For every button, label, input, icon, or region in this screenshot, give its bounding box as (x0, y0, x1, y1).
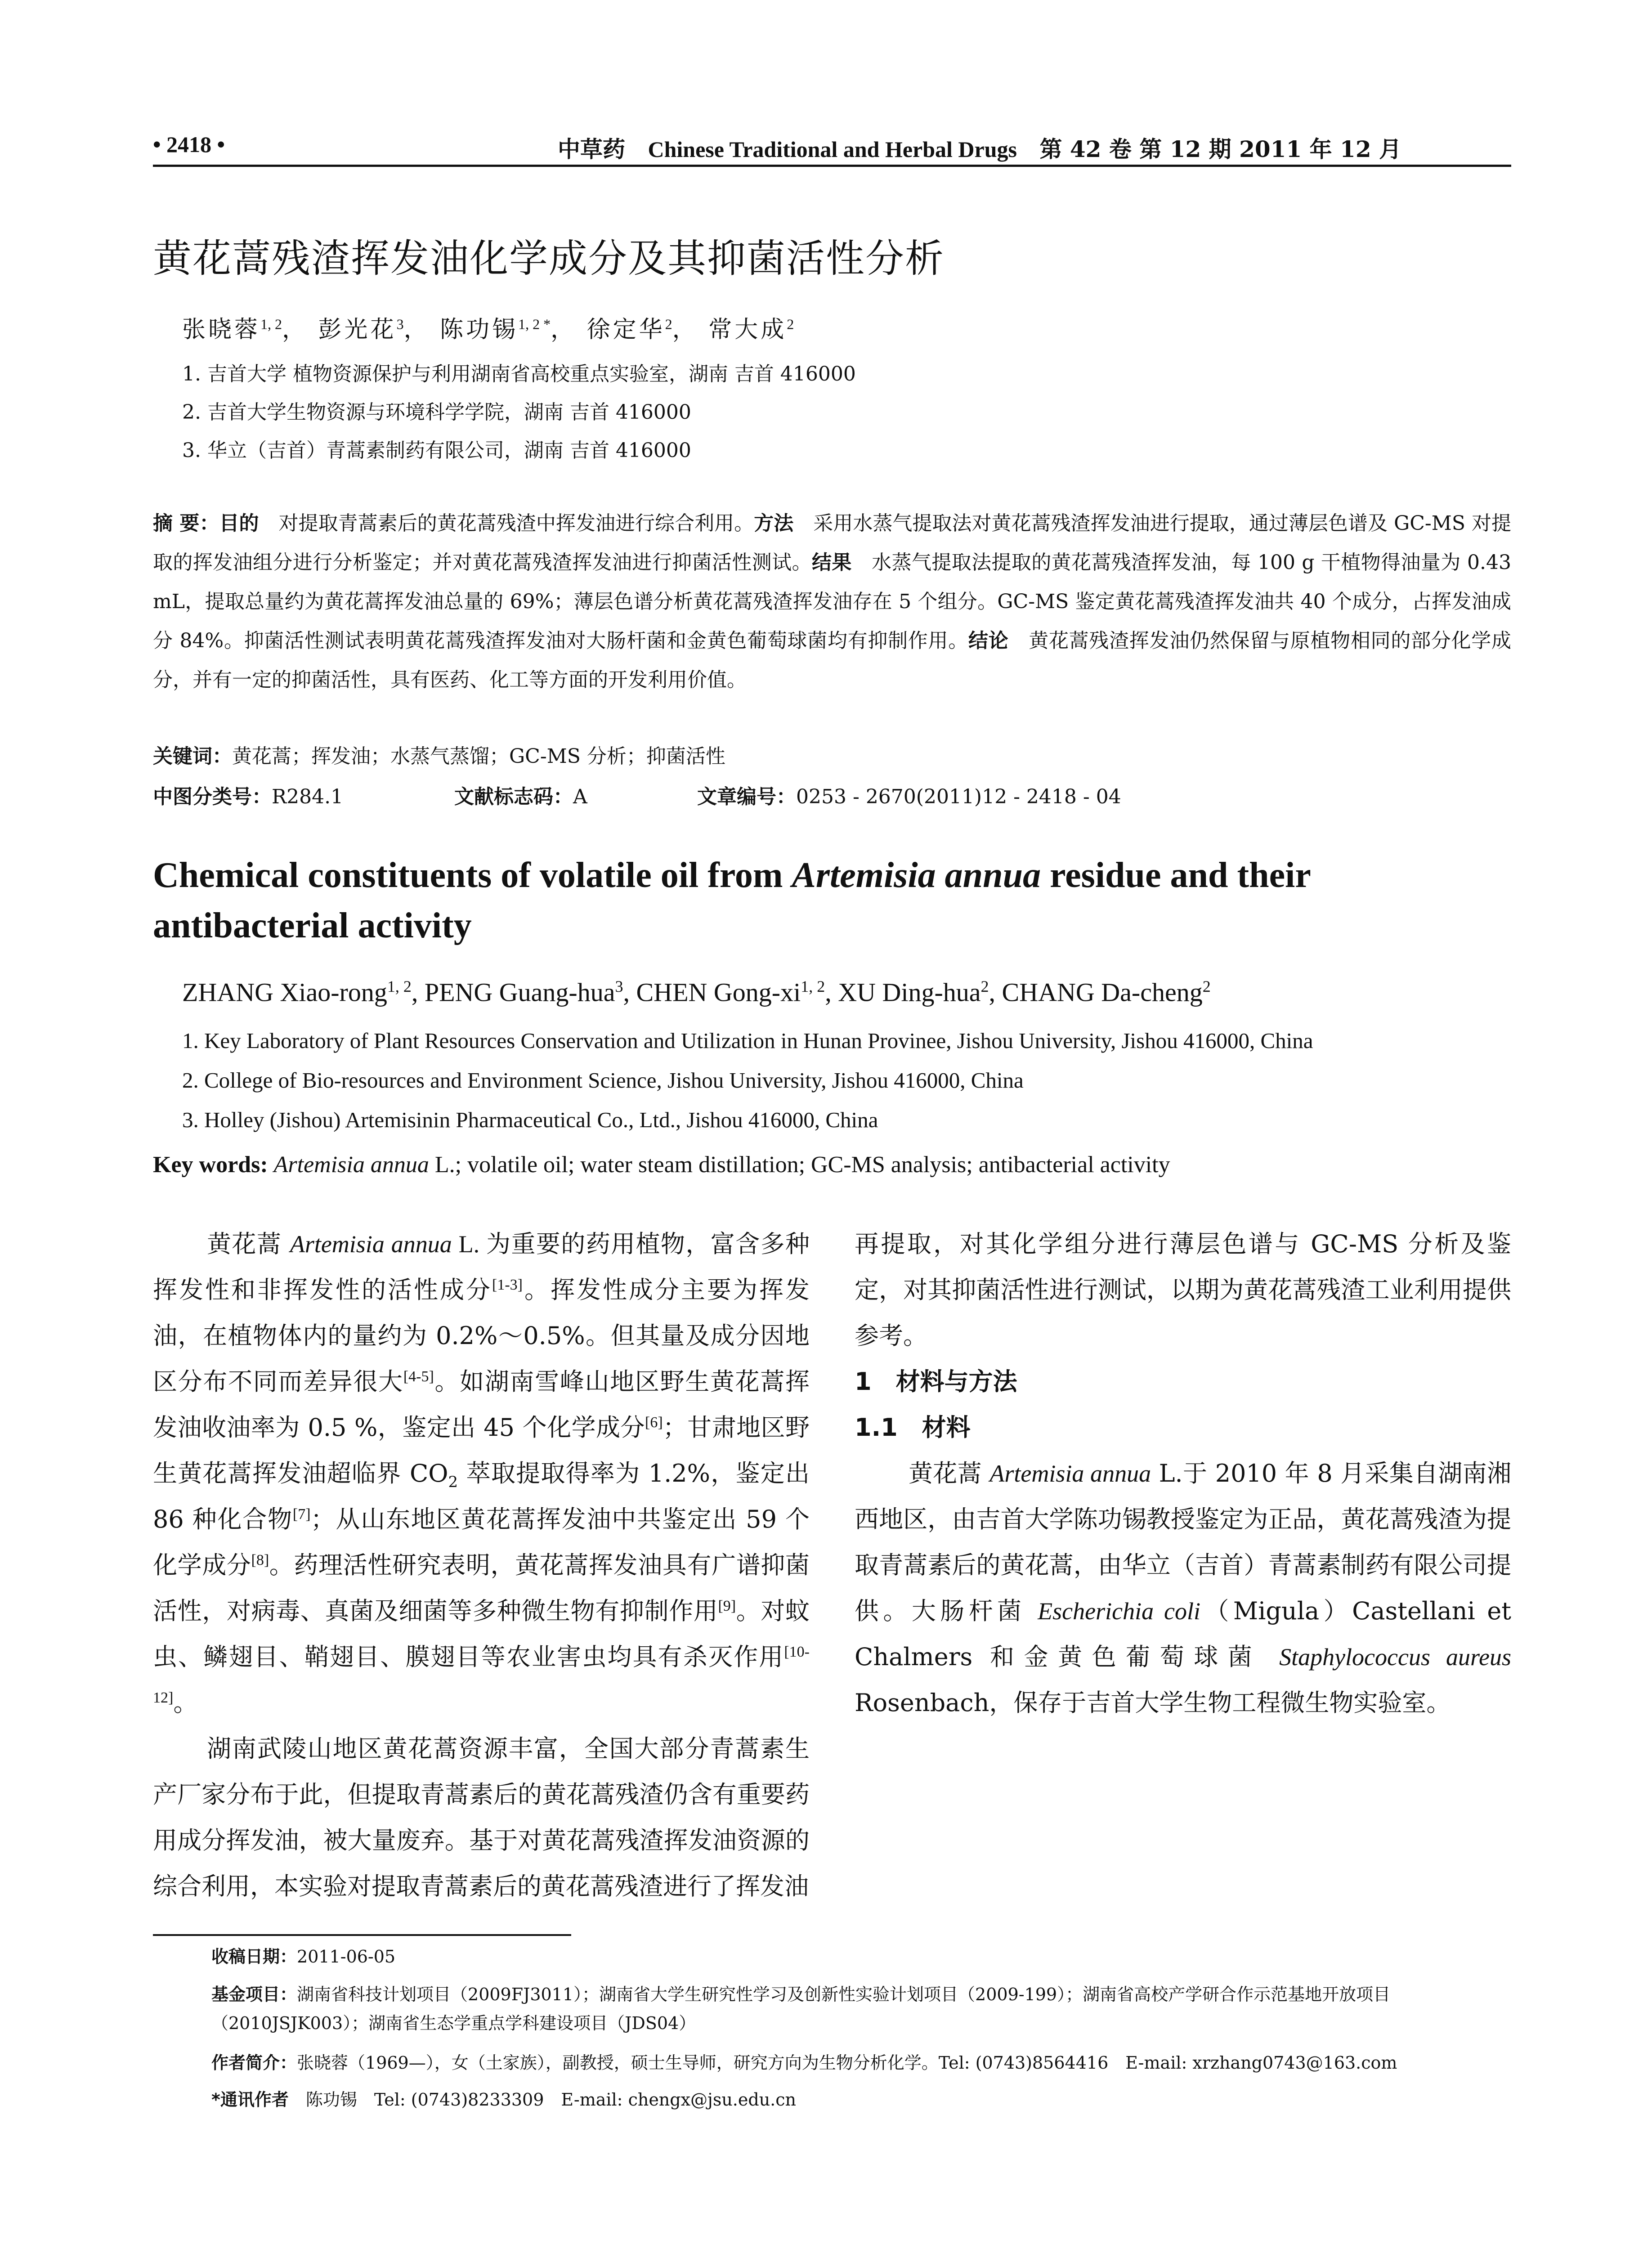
journal-name-cn: 中草药 (558, 136, 625, 162)
page-number: • 2418 • (153, 132, 225, 157)
authors-cn: 张晓蓉$^{1, 2}$， 彭光花$^3$， 陈功锡$^{1, 2 *}$， 徐定华$^2$， 常大成$^2$ (182, 316, 794, 343)
species-name: Escherichia coli (1038, 1598, 1200, 1625)
footnote-label: *通讯作者 (211, 2090, 289, 2110)
results-label: 结果 (811, 551, 852, 574)
author-sup: 3 (615, 977, 623, 995)
author-cn: 彭光花 (318, 316, 397, 343)
abstract-cn (153, 504, 1511, 699)
footnote-received (211, 1942, 1511, 1971)
affiliation-cn: 1. 吉首大学 植物资源保护与利用湖南省高校重点实验室，湖南 吉首 416000 (182, 363, 856, 385)
author-sup: 2 (980, 977, 989, 995)
keywords-en-text: L.; volatile oil; water steam distillation; GC-MS analysis; antibacterial activity (429, 1152, 1170, 1178)
author-sup: 1, 2 * (518, 316, 551, 332)
journal-issue: 第 42 卷 第 12 期 2011 年 12 月 (1039, 136, 1402, 162)
body-paragraph: 黄花蒿 Artemisia annua L. 为重要的药用植物，富含多种挥发性和非挥发性的活性成分[1-3]。挥发性成分主要为挥发油，在植物体内的量约为 0.2%～0.5%。但其量及成分因地区分布不同而差异很大[4-5]。如湖南雪峰山地区野生黄花蒿挥发油收油率为 0.5 %，鉴定出 45 个化学成分[6]；甘肃地区野生黄花蒿挥发油超临界 $CO_2$ 萃取提取得率为 1.2%，鉴定出 86 种化合物[7]；从山东地区黄花蒿挥发油中共鉴定出 59 个化学成分[8]。药理活性研究表明，黄花蒿挥发油具有广谱抑菌活性，对病毒、真菌及细菌等多种微生物有抑制作用[9]。对蚊虫、鳞翅目、鞘翅目、膜翅目等农业害虫均具有杀灭作用[10-12]。 (153, 1230, 810, 1717)
clc-label: 中图分类号： (153, 785, 272, 808)
title-en-species: Artemisia annua (792, 856, 1041, 895)
author-cn: 徐定华 (586, 316, 665, 343)
keywords-en-label: Key words: (153, 1152, 274, 1178)
body-paragraph: 湖南武陵山地区黄花蒿资源丰富，全国大部分青蒿素生产厂家分布于此，但提取青蒿素后的黄花蒿残渣仍含有重要药用成分挥发油，被大量废弃。基于对黄花蒿残渣挥发油资源的综合利用，本实验对提取青蒿素后的黄花蒿残渣进行了挥发油 (153, 1734, 810, 1900)
results-text: 水蒸气提取法提取的黄花蒿残渣挥发油，每 100 g 干植物得油量为 0.43 mL，提取总量约为黄花蒿挥发油总量的 69%；薄层色谱分析黄花蒿残渣挥发油存在 5 个组分。GC-MS 鉴定黄花蒿残渣挥发油共 40 个成分，占挥发油成分 84%。抑菌活性测试表明黄花蒿残渣挥发油对大肠杆菌和金黄色葡萄球菌均有抑制作用。 (153, 551, 1512, 652)
title-en-part: residue and their antibacterial activity (153, 856, 1311, 945)
article-number-item (697, 780, 1121, 809)
keywords-text: 黄花蒿；挥发油；水蒸气蒸馏；GC-MS 分析；抑菌活性 (232, 745, 725, 768)
author-sup: 1, 2 (260, 316, 282, 332)
citation: [9] (718, 1598, 736, 1614)
journal-name-en: Chinese Traditional and Herbal Drugs (648, 137, 1017, 162)
title-en (153, 850, 1511, 951)
citation: [10-12] (153, 1644, 810, 1706)
species-name: Staphylococcus aureus (1279, 1644, 1511, 1671)
section-heading: 1 材料与方法 (855, 1367, 1017, 1396)
doc-code-label: 文献标志码： (454, 785, 573, 808)
species-name: Artemisia annua (290, 1231, 452, 1258)
journal-line (558, 131, 1419, 164)
author-en: CHANG Da-cheng (1002, 977, 1203, 1007)
author-sup: 2 (787, 316, 794, 332)
doc-code-item (454, 780, 587, 809)
footnote-text: 湖南省科技计划项目（2009FJ3011）；湖南省大学生研究性学习及创新性实验计划项目（2009-199）；湖南省高校产学研合作示范基地开放项目（2010JSJK003）；湖南省生态学重点学科建设项目（JDS04） (211, 1985, 1391, 2033)
species-name: Artemisia annua (989, 1460, 1151, 1487)
header-rule (153, 165, 1511, 167)
citation: [7] (292, 1506, 311, 1523)
affiliation-en: 2. College of Bio-resources and Environment Science, Jishou University, Jishou 416000, China (182, 1068, 1024, 1093)
footnote-rule (153, 1934, 571, 1936)
author-en: XU Ding-hua (838, 977, 981, 1007)
author-cn: 张晓蓉 (182, 316, 261, 343)
footnote-text: 张晓蓉（1969—），女（土家族），副教授，硕士生导师，研究方向为生物分析化学。Tel: (0743)8564416 E-mail: xrzhang0743@163.com (297, 2053, 1397, 2073)
objective-label: 目的 (219, 512, 259, 535)
conclusion-label: 结论 (968, 629, 1009, 652)
conclusion-text: 黄花蒿残渣挥发油仍然保留与原植物相同的部分化学成分，并有一定的抑菌活性，具有医药、化工等方面的开发利用价值。 (153, 629, 1512, 691)
authors-en: ZHANG Xiao-rong$^{1, 2}$, PENG Guang-hua$^3$, CHEN Gong-xi$^{1, 2}$, XU Ding-hua$^2$, CHANG Da-cheng$^2$ (182, 977, 1211, 1007)
citation: [8] (251, 1552, 269, 1568)
author-en: CHEN Gong-xi (636, 977, 801, 1007)
affiliation-en: 3. Holley (Jishou) Artemisinin Pharmaceutical Co., Ltd., Jishou 416000, China (182, 1107, 878, 1132)
author-cn: 陈功锡 (440, 316, 519, 343)
abstract-label: 摘 要： (153, 512, 219, 535)
keywords-en-species: Artemisia annua (273, 1152, 429, 1178)
methods-label: 方法 (754, 512, 794, 535)
footnote-label: 收稿日期： (211, 1947, 297, 1967)
footnote-fund (211, 1980, 1511, 2038)
author-sup: 1, 2 (801, 977, 825, 995)
title-en-part: Chemical constituents of volatile oil from (153, 856, 792, 895)
body-column-left (153, 1221, 810, 1909)
footnote-label: 基金项目： (211, 1985, 297, 2004)
author-sup: 1, 2 (387, 977, 412, 995)
body-paragraph-continued: 再提取，对其化学组分进行薄层色谱与 GC-MS 分析及鉴定，对其抑菌活性进行测试，以期为黄花蒿残渣工业利用提供参考。 (855, 1230, 1511, 1350)
author-en: PENG Guang-hua (424, 977, 615, 1007)
citation: [4-5] (403, 1368, 434, 1385)
article-number-label: 文章编号： (697, 785, 796, 808)
methods-text: 采用水蒸气提取法对黄花蒿残渣挥发油进行提取，通过薄层色谱及 GC-MS 对提取的挥发油组分进行分析鉴定；并对黄花蒿残渣挥发油进行抑菌活性测试。 (153, 512, 1512, 574)
citation: [6] (645, 1414, 663, 1431)
objective-text: 对提取青蒿素后的黄花蒿残渣中挥发油进行综合利用。 (278, 512, 754, 535)
author-en: ZHANG Xiao-rong (182, 977, 387, 1007)
author-sup: 3 (396, 316, 404, 332)
affiliation-cn: 3. 华立（吉首）青蒿素制药有限公司，湖南 吉首 416000 (182, 439, 691, 462)
affiliation-cn: 2. 吉首大学生物资源与环境科学学院，湖南 吉首 416000 (182, 401, 691, 424)
affiliation-en: 1. Key Laboratory of Plant Resources Conservation and Utilization in Hunan Provinee, Jishou University, Jishou 416000, China (182, 1028, 1313, 1053)
footnote-label: 作者简介： (211, 2053, 297, 2073)
author-sup: 2 (1202, 977, 1211, 995)
body-column-right (855, 1221, 1511, 1726)
footnote-corresponding (211, 2085, 1511, 2114)
author-sup: 2 (665, 316, 672, 332)
keywords-cn (153, 740, 725, 769)
subsection-heading: 1.1 材料 (855, 1413, 971, 1442)
keywords-en (153, 1151, 1170, 1178)
running-header (153, 131, 1511, 163)
title-cn: 黄花蒿残渣挥发油化学成分及其抑菌活性分析 (153, 236, 945, 281)
author-cn: 常大成 (708, 316, 787, 343)
clc-item (153, 780, 343, 809)
footnote-text: 2011-06-05 (297, 1947, 396, 1967)
footnote-text: 陈功锡 Tel: (0743)8233309 E-mail: chengx@jsu.edu.cn (305, 2090, 796, 2110)
subscript: 2 (448, 1473, 458, 1491)
body-paragraph: 黄花蒿 Artemisia annua L.于 2010 年 8 月采集自湖南湘西地区，由吉首大学陈功锡教授鉴定为正品，黄花蒿残渣为提取青蒿素后的黄花蒿，由华立（吉首）青蒿素制药有限公司提供。大肠杆菌 Escherichia coli（Migula）Castellani et Chalmers 和金黄色葡萄球菌 Staphylococcus aureus Rosenbach，保存于吉首大学生物工程微生物实验室。 (855, 1459, 1511, 1717)
clc-value: R284.1 (272, 785, 344, 808)
doc-code-value: A (573, 785, 587, 808)
citation: [1-3] (492, 1277, 523, 1293)
footnote-author (211, 2048, 1511, 2077)
article-number-value: 0253 - 2670(2011)12 - 2418 - 04 (796, 785, 1121, 808)
keywords-label: 关键词： (153, 745, 232, 768)
